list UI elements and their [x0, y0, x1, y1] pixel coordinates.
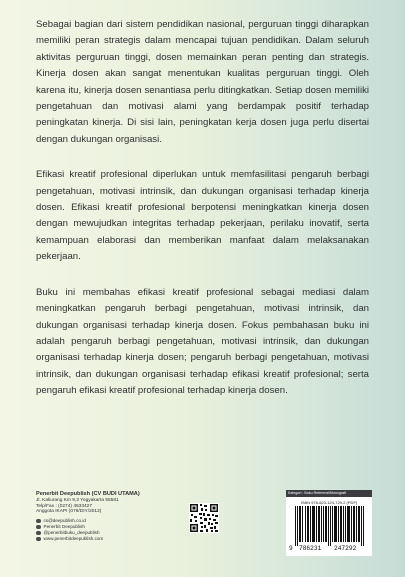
qr-code [189, 503, 219, 533]
contact-email-text: cs@deepublish.co.id [43, 517, 86, 523]
synopsis-paragraph-3: Buku ini membahas efikasi kreatif profesional sebagai mediasi dalam meningkatkan pengaruh berbagi pengetahuan, motivasi intrinsik, dan dukungan organisasi terhadap kinerja dosen. Fokus pembahasan buku ini adalah pengaruh berbagi pengetahuan, motivasi intrinsik, dan dukungan organisasi terhadap kinerja dosen; pengaruh berbagi pengetahuan, motivasi intrinsik, dan dukungan organisasi terhadap efikasi kreatif profesional; serta pengaruh efikasi kreatif profesional terhadap kinerja dosen. [36, 286, 369, 397]
publisher-address: Jl. Kaliurang Km 9,3 Yogyakarta 55581 [36, 498, 119, 503]
synopsis-text [36, 17, 369, 419]
book-category: Kategori : Buku Referensi/Monografi [286, 490, 372, 497]
publisher-name: Penerbit Deepublish (CV BUDI UTAMA) [36, 491, 140, 497]
synopsis-paragraph-1: Sebagai bagian dari sistem pendidikan nasional, perguruan tinggi diharapkan memiliki peran strategis dalam mencapai tujuan pendidikan. Dalam seluruh aktivitas perguruan tinggi, dosen memainkan peran penting dan strategis. Kinerja dosen akan sangat menentukan kualitas perguruan tinggi. Oleh karena itu, kinerja dosen senantiasa perlu ditingkatkan. Setiap dosen memiliki pengetahuan dan motivasi alami yang berdampak positif terhadap peningkatan kinerja. Di sisi lain, peningkatan kerja dosen juga perlu disertai dengan dukungan organisasi. [36, 19, 369, 145]
contact-website-text: www.penerbitdeepublish.com [43, 535, 104, 541]
contact-instagram-text: @penerbitbuku_deepublish [43, 529, 100, 535]
synopsis-paragraph-2: Efikasi kreatif profesional diperlukan untuk memfasilitasi pengaruh berbagi pengetahuan, motivasi intrinsik, dan dukungan organisasi terhadap kinerja dosen. Efikasi kreatif profesional berpotensi meningkatkan kinerja dosen dengan mewujudkan integritas terhadap pekerjaan, perilaku inovatif, serta kemampuan elaborasi dan memberikan manfaat dalam melaksanakan pekerjaan. [36, 169, 369, 263]
contact-facebook-text: Penerbit Deepublish [43, 523, 85, 529]
publisher-info [36, 491, 176, 542]
barcode-digit-prefix: 9 [289, 545, 293, 552]
barcode [292, 506, 366, 546]
globe-icon [36, 537, 41, 542]
barcode-digit-group-2: 247292 [334, 545, 357, 552]
publisher-contacts [36, 518, 176, 542]
instagram-icon [36, 531, 41, 536]
isbn-barcode-panel [286, 490, 372, 556]
facebook-icon [36, 525, 41, 530]
publisher-phone: Telp/Fax : (0274) 4533427 [36, 503, 93, 509]
publisher-ikapi-member: Anggota IKAPI (076/DIY/2012) [36, 509, 102, 515]
contact-website [36, 536, 176, 542]
email-icon [36, 519, 41, 524]
barcode-digit-group-1: 786231 [299, 545, 322, 552]
isbn-number: ISBN 978-623-124-729-2 (PDF) [300, 500, 358, 505]
